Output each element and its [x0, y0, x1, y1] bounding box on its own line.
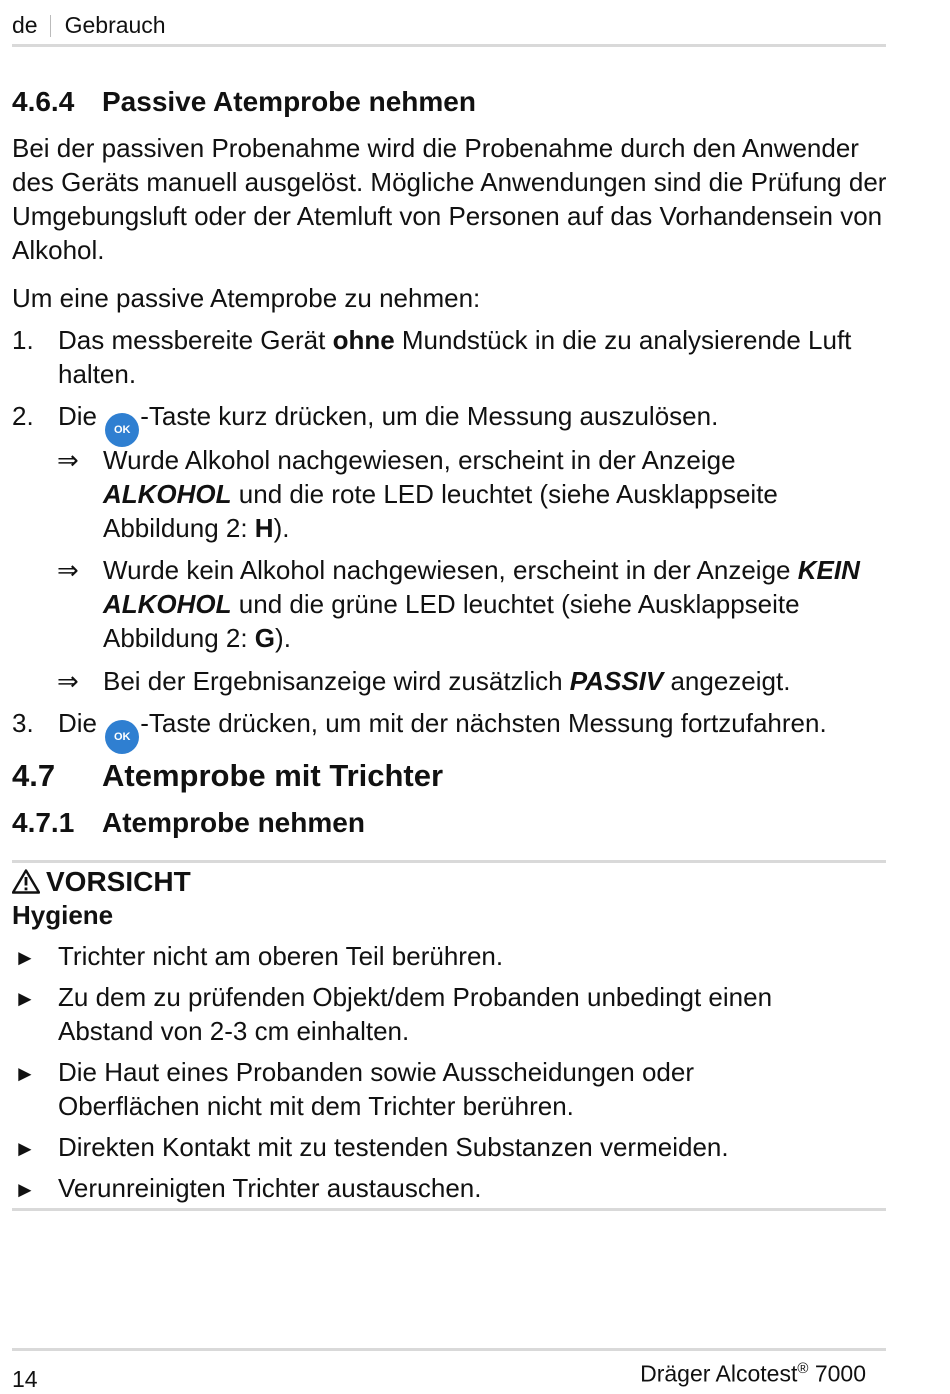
- section-heading-4-7-1: 4.7.1 Atemprobe nehmen: [12, 807, 365, 838]
- section-heading-4-7: 4.7 Atemprobe mit Trichter: [12, 758, 444, 793]
- caution-top-rule: [12, 860, 886, 863]
- footer-rule: [12, 1348, 886, 1351]
- header-section: Gebrauch: [64, 12, 166, 38]
- bullet-triangle-icon: ►: [14, 986, 36, 1011]
- result-arrow-icon: ⇒: [57, 555, 79, 585]
- ok-key-icon: OK: [105, 413, 139, 447]
- section-heading-4-6-4: 4.6.4 Passive Atemprobe nehmen: [12, 86, 476, 117]
- page-number: 14: [12, 1366, 38, 1392]
- result-arrow-icon: ⇒: [57, 666, 79, 696]
- caution-item: ► Verunreinigten Trichter austauschen.: [14, 1171, 874, 1205]
- result-arrow-icon: ⇒: [57, 445, 79, 475]
- ok-key-icon: OK: [105, 720, 139, 754]
- header-rule: [12, 44, 886, 47]
- bullet-triangle-icon: ►: [14, 945, 36, 970]
- caution-item: ► Direkten Kontakt mit zu testenden Substanzen vermeiden.: [14, 1130, 874, 1164]
- caution-title: VORSICHT: [12, 866, 191, 898]
- caution-bottom-rule: [12, 1208, 886, 1211]
- step-1: 1. Das messbereite Gerät ohne Mundstück in die zu analysierende Luft halten.: [12, 325, 852, 389]
- step-2: 2. Die OK -Taste kurz drücken, um die Messung auszulösen.: [12, 399, 912, 433]
- language-code: de: [12, 12, 38, 38]
- result-no-alcohol: ⇒ Wurde kein Alkohol nachgewiesen, erscheint in der Anzeige KEIN ALKOHOL und die grüne LED leuchtet (siehe Ausklappseite Abbildung 2: G).: [57, 555, 860, 653]
- caution-item: ► Die Haut eines Probanden sowie Ausscheidungen oder Oberflächen nicht mit dem Trichter berühren.: [14, 1057, 694, 1121]
- step-3: 3. Die OK -Taste drücken, um mit der nächsten Messung fortzufahren.: [12, 706, 922, 740]
- lead-paragraph: Um eine passive Atemprobe zu nehmen:: [12, 283, 481, 313]
- header-separator: [50, 15, 51, 37]
- caution-item: ► Trichter nicht am oberen Teil berühren.: [14, 939, 874, 973]
- intro-paragraph: Bei der passiven Probenahme wird die Probenahme durch den Anwender des Geräts manuell ausgelöst. Mögliche Anwendungen sind die Prüfung der Umgebungsluft oder der Atemluft von Personen auf das Vorhandensein von Alkohol.: [12, 133, 887, 265]
- result-passive: ⇒ Bei der Ergebnisanzeige wird zusätzlich PASSIV angezeigt.: [57, 666, 791, 696]
- result-alcohol: ⇒ Wurde Alkohol nachgewiesen, erscheint in der Anzeige ALKOHOL und die rote LED leuchtet (siehe Ausklappseite Abbildung 2: H).: [57, 445, 778, 543]
- warning-icon: [12, 869, 40, 894]
- caution-item: ► Zu dem zu prüfenden Objekt/dem Probanden unbedingt einen Abstand von 2-3 cm einhalten.: [14, 982, 773, 1046]
- caution-subtitle: Hygiene: [12, 900, 114, 930]
- product-name: Dräger Alcotest® 7000: [640, 1360, 866, 1387]
- running-header: [12, 12, 166, 39]
- bullet-triangle-icon: ►: [14, 1061, 36, 1086]
- bullet-triangle-icon: ►: [14, 1136, 36, 1161]
- bullet-triangle-icon: ►: [14, 1177, 36, 1202]
